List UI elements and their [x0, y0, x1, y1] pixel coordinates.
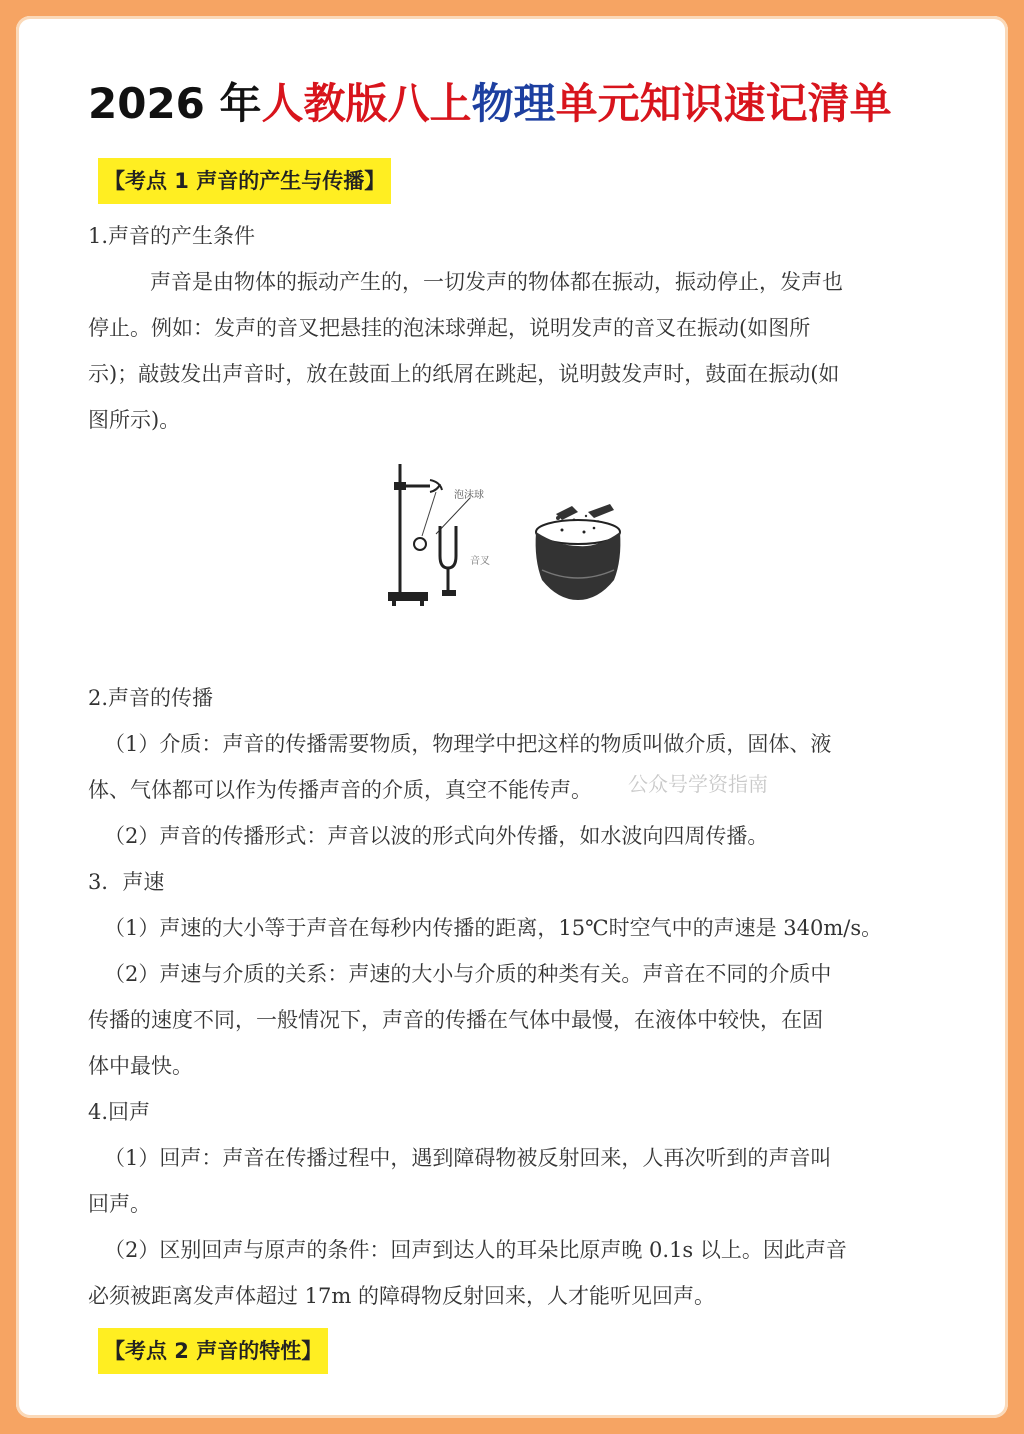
paragraph-line: 传播的速度不同，一般情况下，声音的传播在气体中最慢，在液体中较快，在固 [88, 1008, 823, 1032]
subheading-echo: 4.回声 [88, 1100, 151, 1124]
paragraph-line: 声音是由物体的振动产生的，一切发声的物体都在振动，振动停止，发声也 [150, 270, 843, 294]
paragraph-line: （1）介质：声音的传播需要物质，物理学中把这样的物质叫做介质，固体、液 [104, 732, 832, 756]
tuning-fork-label: 音叉 [470, 556, 490, 567]
paragraph-line: 体、气体都可以作为传播声音的介质，真空不能传声。 [88, 778, 592, 802]
title-rest: 单元知识速记清单 [555, 79, 892, 128]
subheading-sound-speed: 3．声速 [88, 870, 165, 894]
subheading-sound-propagation: 2.声音的传播 [88, 686, 214, 710]
paragraph-line: 图所示)。 [88, 408, 181, 432]
drum-figure [528, 500, 628, 610]
paragraph-line: 必须被距离发声体超过 17m 的障碍物反射回来，人才能听见回声。 [88, 1284, 715, 1308]
title-subject: 物理 [471, 79, 556, 128]
paragraph-line: （2）声速与介质的关系：声速的大小与介质的种类有关。声音在不同的介质中 [104, 962, 832, 986]
paragraph-line: （1）声速的大小等于声音在每秒内传播的距离，15℃时空气中的声速是 340m/s。 [104, 916, 883, 940]
title-edition: 人教版八上 [261, 79, 472, 128]
section-heading-1: 【考点 1 声音的产生与传播】 [98, 158, 391, 204]
paragraph-line: 停止。例如：发声的音叉把悬挂的泡沫球弹起，说明发声的音叉在振动(如图所 [88, 316, 811, 340]
paragraph-line: 示)；敲鼓发出声音时，放在鼓面上的纸屑在跳起，说明鼓发声时，鼓面在振动(如 [88, 362, 840, 386]
watermark: 公众号学资指南 [628, 772, 768, 796]
paragraph-line: 体中最快。 [88, 1054, 193, 1078]
paragraph-line: 回声。 [88, 1192, 151, 1216]
foam-ball-label: 泡沫球 [454, 490, 484, 501]
paragraph-line: （2）区别回声与原声的条件：回声到达人的耳朵比原声晚 0.1s 以上。因此声音 [104, 1238, 847, 1262]
paragraph-line: （1）回声：声音在传播过程中，遇到障碍物被反射回来，人再次听到的声音叫 [104, 1146, 832, 1170]
title-year: 2026 年 [88, 79, 262, 128]
tuning-fork-figure [380, 456, 520, 611]
page-title [88, 76, 892, 132]
section-heading-2: 【考点 2 声音的特性】 [98, 1328, 328, 1374]
subheading-sound-production: 1.声音的产生条件 [88, 224, 256, 248]
paragraph-line: （2）声音的传播形式：声音以波的形式向外传播，如水波向四周传播。 [104, 824, 769, 848]
